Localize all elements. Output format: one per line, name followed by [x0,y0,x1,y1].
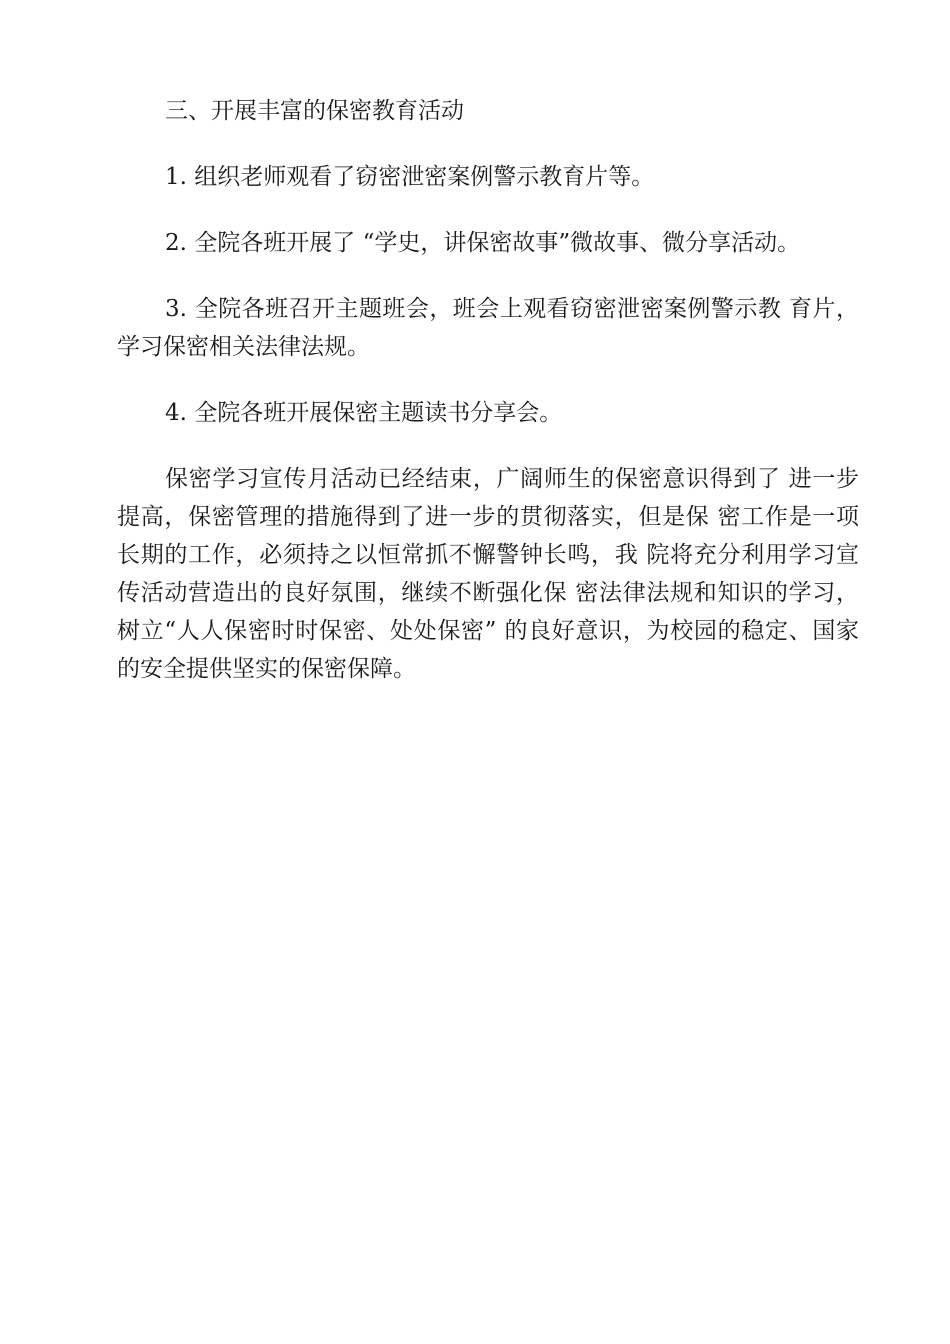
list-item: 3. 全院各班召开主题班会，班会上观看窃密泄密案例警示教 育片，学习保密相关法律法规。 [117,296,859,360]
conclusion-paragraph: 保密学习宣传月活动已经结束，广阔师生的保密意识得到了 进一步提高，保密管理的措施得到了进一步的贯彻落实，但是保 密工作是一项长期的工作，必须持之以恒常抓不懈警钟长鸣，我 院将充分利用学习宣传活动营造出的良好氛围，继续不断强化保 密法律法规和知识的学习，树立“人人保密时时保密、处处保密” 的良好意识，为校园的稳定、国家的安全提供坚实的保密保障。 [117,466,859,682]
document-body [117,92,859,716]
list-item: 4. 全院各班开展保密主题读书分享会。 [165,400,563,426]
list-item: 1. 组织老师观看了窃密泄密案例警示教育片等。 [165,164,655,190]
section-heading: 三、开展丰富的保密教育活动 [165,98,464,124]
list-item: 2. 全院各班开展了 “学史，讲保密故事”微故事、微分享活动。 [165,230,801,256]
